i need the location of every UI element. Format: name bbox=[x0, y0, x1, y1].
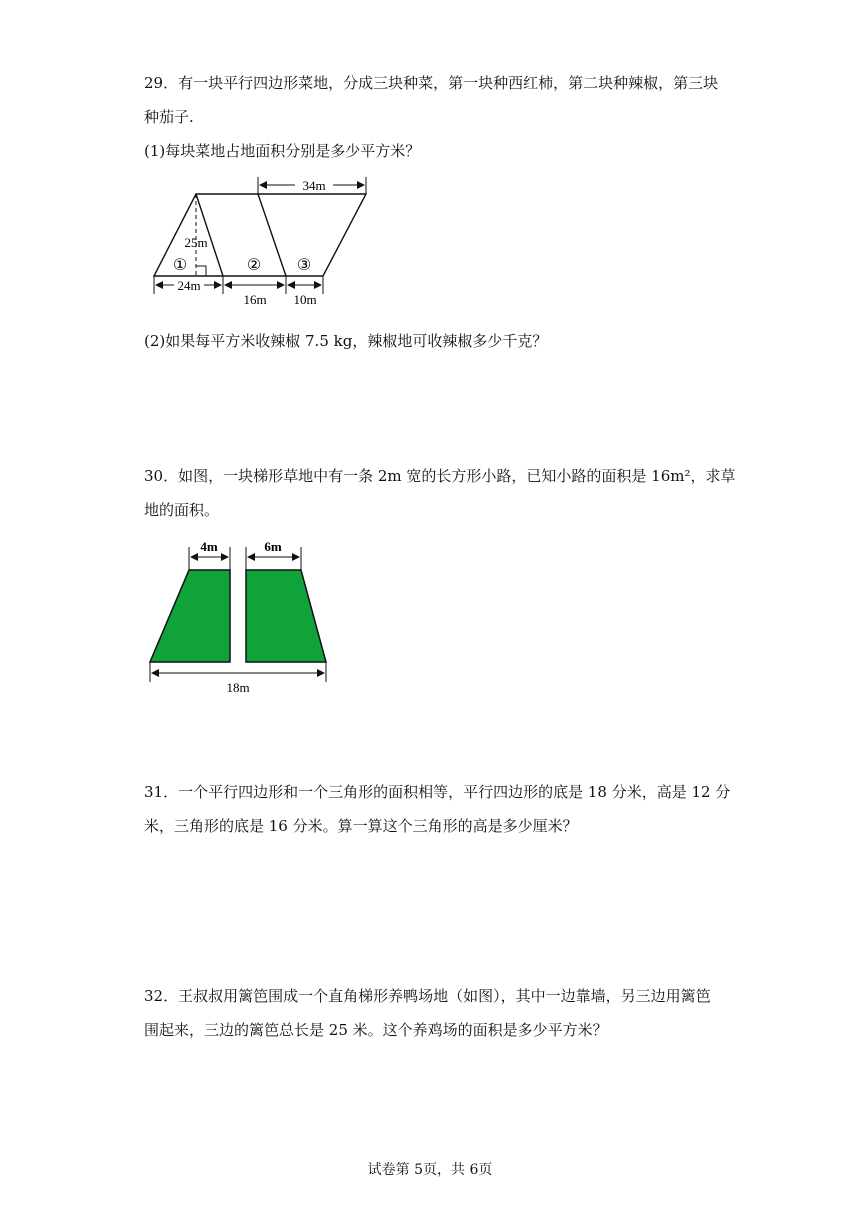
q30-line1: 30．如图，一块梯形草地中有一条 2m 宽的长方形小路，已知小路的面积是 16m²，求草 bbox=[144, 467, 736, 485]
top-width-label: 34m bbox=[302, 178, 326, 193]
divider-2 bbox=[258, 194, 286, 276]
right-angle-mark bbox=[196, 266, 206, 276]
region-1-label: ① bbox=[172, 257, 188, 274]
q31-line2: 米，三角形的底是 16 分米。算一算这个三角形的高是多少厘米？ bbox=[144, 817, 578, 835]
region-3-label: ③ bbox=[296, 257, 312, 274]
q32-line2: 围起来，三边的篱笆总长是 25 米。这个养鸡场的面积是多少平方米？ bbox=[144, 1021, 608, 1039]
q30-trapezoid-figure bbox=[140, 530, 340, 700]
q29-line1: 29．有一块平行四边形菜地，分成三块种菜，第一块种西红柿，第二块种辣椒，第三块 bbox=[144, 74, 719, 92]
q29-line2: 种茄子. bbox=[144, 108, 194, 126]
right-grass-piece bbox=[246, 570, 326, 662]
q29-sub2: (2)如果每平方米收辣椒 7.5 kg，辣椒地可收辣椒多少千克？ bbox=[144, 332, 548, 350]
top-right-width-label: 6m bbox=[264, 539, 282, 554]
q32-line1: 32．王叔叔用篱笆围成一个直角梯形养鸭场地（如图），其中一边靠墙，另三边用篱笆 bbox=[144, 987, 711, 1005]
top-left-width-label: 4m bbox=[200, 539, 218, 554]
q29-sub1: (1)每块菜地占地面积分别是多少平方米？ bbox=[144, 142, 421, 160]
bottom-width-label: 18m bbox=[226, 680, 250, 695]
q30-line2: 地的面积。 bbox=[144, 501, 220, 519]
page-footer: 试卷第 5页，共 6页 bbox=[367, 1162, 493, 1178]
left-grass-piece bbox=[150, 570, 230, 662]
q31-line1: 31．一个平行四边形和一个三角形的面积相等，平行四边形的底是 18 分米，高是 12 分 bbox=[144, 783, 731, 801]
height-label: 25m bbox=[184, 235, 208, 250]
region-2-label: ② bbox=[246, 257, 262, 274]
base-2-label: 16m bbox=[243, 292, 267, 307]
base-3-label: 10m bbox=[293, 292, 317, 307]
q29-parallelogram-figure bbox=[140, 172, 380, 312]
base-1-label: 24m bbox=[177, 278, 201, 293]
